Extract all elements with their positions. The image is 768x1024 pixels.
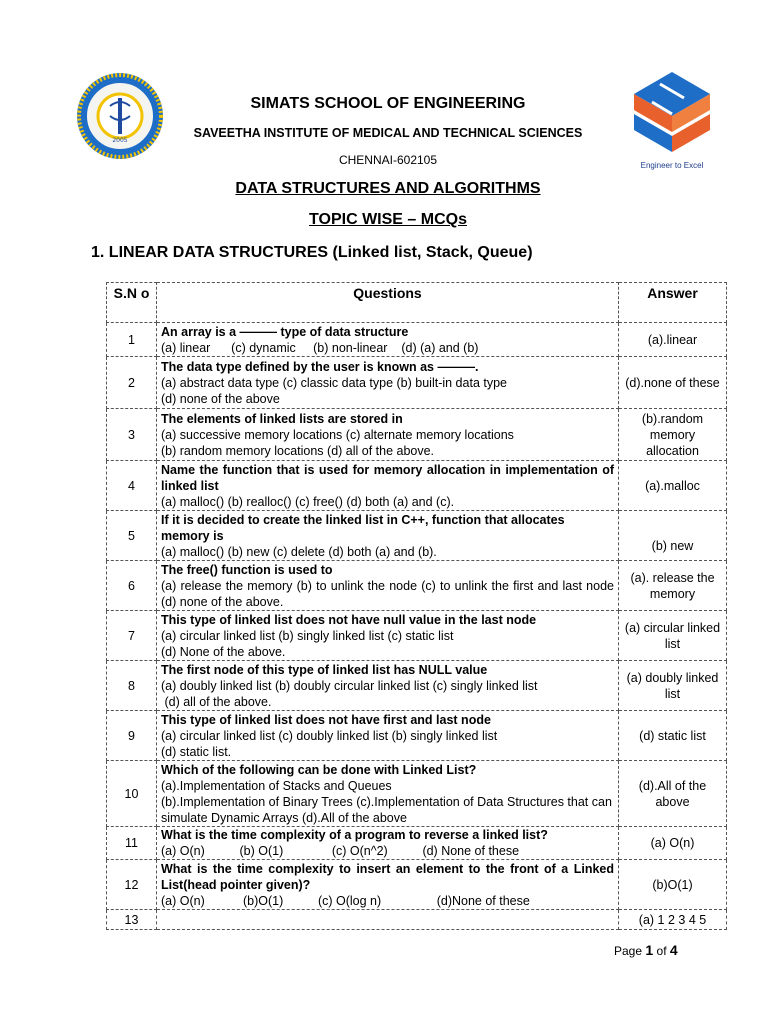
question-cell (157, 323, 619, 357)
table-row (107, 357, 727, 409)
row-number: 12 (107, 860, 157, 910)
header-questions: Questions (157, 283, 619, 323)
options-text: (a) linear (c) dynamic (b) non-linear (d) (a) and (b) (161, 340, 479, 355)
options-text: (d) none of the above (161, 391, 280, 406)
options-text: (a) malloc() (b) new (c) delete (d) both (a) and (b). (161, 544, 437, 559)
options-text: (d) all of the above. (161, 694, 272, 709)
options-text: (d) static list. (161, 744, 232, 759)
answer-cell: (d).none of these (619, 357, 727, 409)
question-cell (157, 761, 619, 827)
question-cell (157, 827, 619, 860)
question-text: Name the function that is used for memory allocation in implementation of linked list (161, 462, 614, 493)
question-text: This type of linked list does not have first and last node (161, 712, 491, 727)
question-cell (157, 357, 619, 409)
institute-seal-logo (76, 72, 164, 160)
answer-cell: (a) 1 2 3 4 5 (619, 910, 727, 930)
table-row (107, 561, 727, 611)
section-heading: 1. LINEAR DATA STRUCTURES (Linked list, Stack, Queue) (91, 244, 533, 261)
options-text: (a).Implementation of Stacks and Queues (161, 778, 392, 793)
table-row (107, 409, 727, 461)
row-number: 2 (107, 357, 157, 409)
question-cell (157, 561, 619, 611)
logo-tagline: Engineer to Excel (640, 161, 704, 170)
question-cell (157, 661, 619, 711)
table-row (107, 910, 727, 930)
question-cell (157, 461, 619, 511)
mcq-table (106, 282, 727, 930)
question-text: The elements of linked lists are stored in (161, 411, 403, 426)
question-cell (157, 511, 619, 561)
table-header-row (107, 283, 727, 323)
header-answer: Answer (619, 283, 727, 323)
options-text: (d) None of the above. (161, 644, 286, 659)
table-row (107, 461, 727, 511)
page-footer (614, 942, 678, 958)
answer-cell: (b).random memory allocation (619, 409, 727, 461)
subtitle: TOPIC WISE – MCQs (309, 211, 467, 228)
row-number: 1 (107, 323, 157, 357)
see-logo (630, 70, 714, 170)
options-text: (a) circular linked list (b) singly linked list (c) static list (161, 628, 454, 643)
answer-cell: (b)O(1) (619, 860, 727, 910)
question-cell (157, 409, 619, 461)
row-number: 9 (107, 711, 157, 761)
header-sno: S.N o (107, 283, 157, 323)
options-text: (a) malloc() (b) realloc() (c) free() (d) both (a) and (c). (161, 494, 455, 509)
school-title: SIMATS SCHOOL OF ENGINEERING (250, 95, 526, 112)
table-row (107, 827, 727, 860)
question-text: The data type defined by the user is known as ———. (161, 359, 479, 374)
row-number: 3 (107, 409, 157, 461)
answer-cell: (a).malloc (619, 461, 727, 511)
answer-cell: (a). release the memory (619, 561, 727, 611)
options-text: (b) random memory locations (d) all of the above. (161, 443, 435, 458)
answer-cell: (b) new (619, 511, 727, 561)
table-row (107, 511, 727, 561)
question-cell (157, 910, 619, 930)
question-cell (157, 611, 619, 661)
question-text: Which of the following can be done with Linked List? (161, 762, 477, 777)
answer-cell: (a).linear (619, 323, 727, 357)
city-line: CHENNAI-602105 (338, 153, 438, 167)
page-total: 4 (669, 942, 678, 958)
answer-cell: (a) circular linked list (619, 611, 727, 661)
table-row (107, 611, 727, 661)
row-number: 7 (107, 611, 157, 661)
of-label: of (656, 944, 667, 958)
options-text: (a) release the memory (b) to unlink the node (c) to unlink the first and last node (d) none of the above. (161, 578, 614, 609)
subject-title: DATA STRUCTURES AND ALGORITHMS (235, 180, 541, 197)
question-cell (157, 711, 619, 761)
row-number: 11 (107, 827, 157, 860)
table-row (107, 761, 727, 827)
table-row (107, 711, 727, 761)
answer-cell: (a) doubly linked list (619, 661, 727, 711)
row-number: 5 (107, 511, 157, 561)
row-number: 6 (107, 561, 157, 611)
options-text: (a) circular linked list (c) doubly linked list (b) singly linked list (161, 728, 498, 743)
row-number: 8 (107, 661, 157, 711)
table-row (107, 661, 727, 711)
page-label: Page (614, 944, 643, 958)
table-row (107, 323, 727, 357)
question-text: What is the time complexity of a program to reverse a linked list? (161, 828, 548, 842)
row-number: 4 (107, 461, 157, 511)
question-text: What is the time complexity to insert an element to the front of a Linked List(head pointer given)? (161, 861, 614, 892)
question-text: The first node of this type of linked list has NULL value (161, 662, 488, 677)
answer-cell: (a) O(n) (619, 827, 727, 860)
question-text: This type of linked list does not have null value in the last node (161, 612, 537, 627)
options-text: (a) O(n) (b) O(1) (c) O(n^2) (d) None of these (161, 844, 520, 858)
answer-cell: (d) static list (619, 711, 727, 761)
options-text: (a) successive memory locations (c) alternate memory locations (161, 427, 514, 442)
question-text: An array is a ——— type of data structure (161, 324, 409, 339)
options-text: (a) doubly linked list (b) doubly circular linked list (c) singly linked list (161, 678, 538, 693)
row-number: 10 (107, 761, 157, 827)
options-text: (b).Implementation of Binary Trees (c).Implementation of Data Structures that can simulate Dynamic Arrays (d).All of the above (161, 794, 612, 825)
options-text: (a) abstract data type (c) classic data type (b) built-in data type (161, 375, 507, 390)
question-text: If it is decided to create the linked list in C++, function that allocates memory is (161, 512, 565, 543)
svg-text:2005: 2005 (112, 137, 128, 144)
question-cell (157, 860, 619, 910)
table-row (107, 860, 727, 910)
options-text: (a) O(n) (b)O(1) (c) O(log n) (d)None of these (161, 893, 530, 908)
question-text: The free() function is used to (161, 562, 333, 577)
institute-name: SAVEETHA INSTITUTE OF MEDICAL AND TECHNICAL SCIENCES (193, 126, 583, 140)
page-number: 1 (645, 942, 654, 958)
row-number: 13 (107, 910, 157, 930)
answer-cell: (d).All of the above (619, 761, 727, 827)
